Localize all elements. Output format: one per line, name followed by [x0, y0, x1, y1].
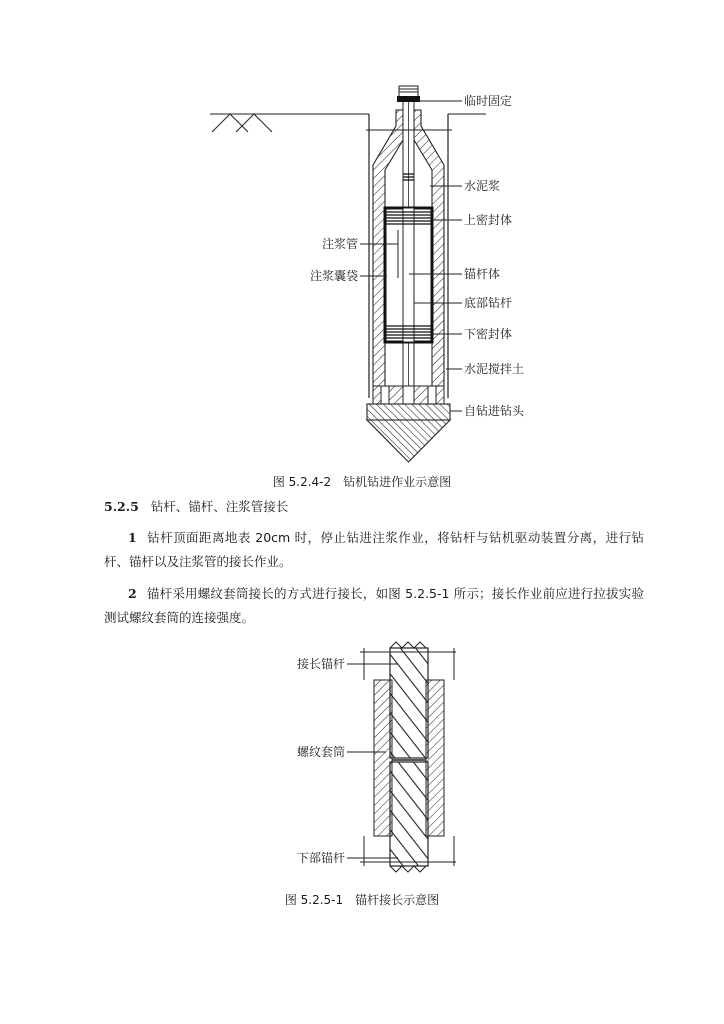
- figure1-caption: 图 5.2.4-2 钻机钻进作业示意图: [272, 475, 452, 489]
- section-heading: [104, 497, 288, 515]
- drilling-diagram: [210, 86, 525, 462]
- drill-bit: [367, 404, 450, 462]
- anchor-extension-diagram: [297, 642, 456, 872]
- upper-anchor-rod: [390, 642, 428, 758]
- paragraph-2: [104, 582, 644, 630]
- label-upper-seal: 上密封体: [464, 213, 513, 227]
- label-bottom-drill-rod: 底部钻杆: [464, 296, 513, 310]
- lower-anchor-rod: [390, 762, 428, 872]
- temporary-fix-cap: [397, 86, 420, 102]
- label-cement-slurry: 水泥浆: [464, 179, 501, 193]
- label-grout-pipe: 注浆管: [321, 237, 358, 251]
- label-cement-soil: 水泥搅拌土: [464, 362, 525, 376]
- label-lower-seal: 下密封体: [464, 327, 513, 341]
- label-extension-anchor: 接长锚杆: [296, 657, 345, 671]
- paragraph-1: [104, 526, 644, 574]
- label-threaded-sleeve: 螺纹套筒: [296, 745, 345, 759]
- ground-surface: [210, 114, 486, 132]
- paragraph-2-text: 锚杆采用螺纹套筒接长的方式进行接长，如图 5.2.5-1 所示；接长作业前应进行拉拔实验测试螺纹套筒的连接强度。: [104, 586, 644, 625]
- label-lower-anchor: 下部锚杆: [296, 851, 345, 865]
- label-temporary-fix: 临时固定: [464, 94, 513, 108]
- paragraph-2-number: 2: [128, 586, 137, 601]
- paragraph-1-number: 1: [128, 530, 137, 545]
- section-title: 钻杆、锚杆、注浆管接长: [150, 499, 289, 514]
- label-anchor-body: 锚杆体: [464, 267, 501, 281]
- label-self-drill-bit: 自钻进钻头: [464, 404, 525, 418]
- section-number: 5.2.5: [104, 499, 139, 514]
- label-grout-bag: 注浆囊袋: [309, 269, 358, 283]
- paragraph-1-text: 钻杆顶面距离地表 20cm 时，停止钻进注浆作业，将钻杆与钻机驱动装置分离，进行钻杆、锚杆以及注浆管的接长作业。: [104, 530, 644, 569]
- figure2-caption: 图 5.2.5-1 锚杆接长示意图: [284, 893, 440, 907]
